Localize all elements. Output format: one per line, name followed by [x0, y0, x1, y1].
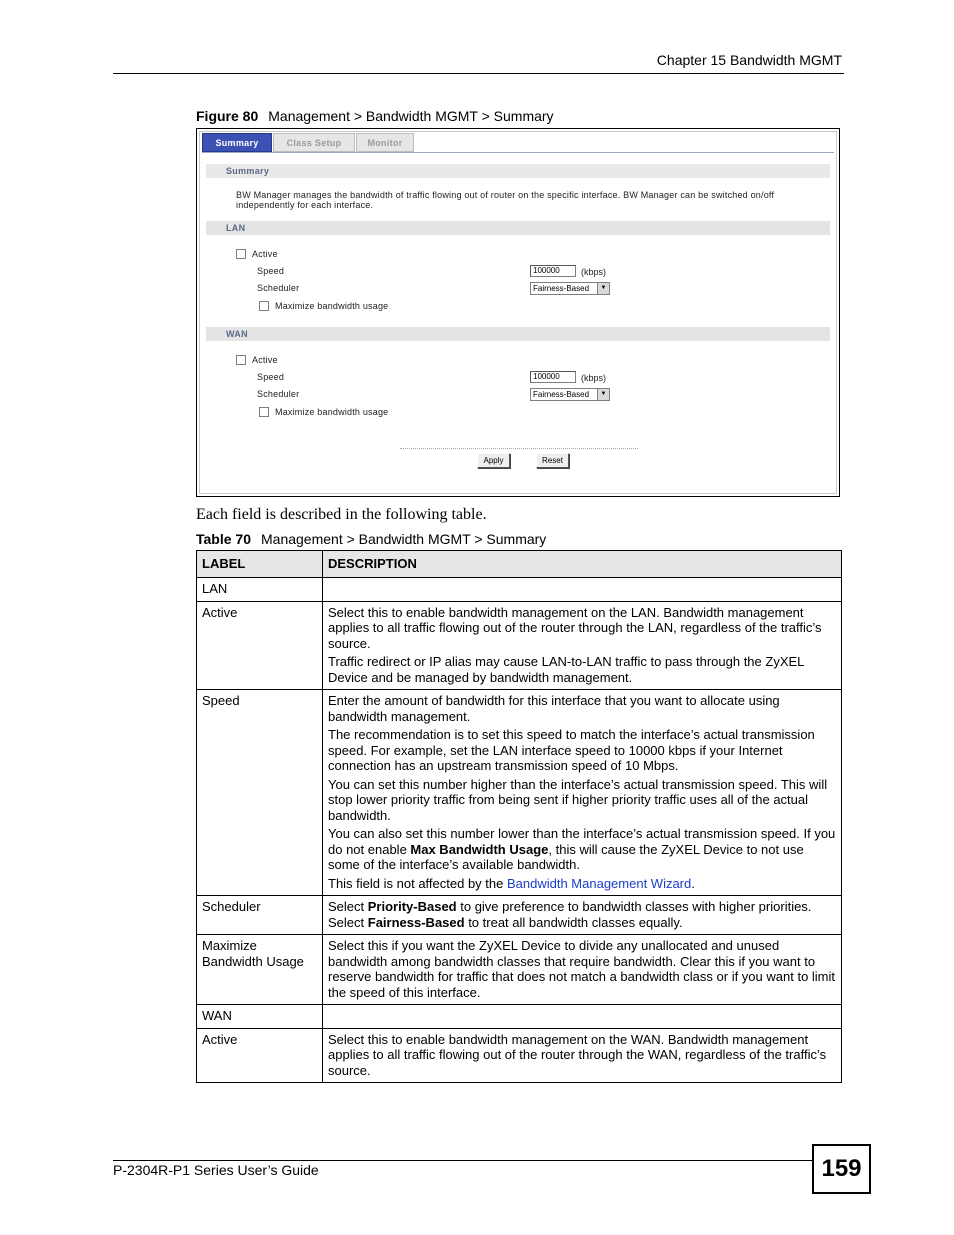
lan-scheduler-value: Fairness-Based: [533, 284, 590, 293]
tab-bar: [202, 133, 415, 152]
table-header-row: [197, 551, 842, 578]
text-run: This field is not affected by the: [328, 875, 507, 891]
reset-button[interactable]: Reset: [536, 453, 569, 468]
column-header-description: DESCRIPTION: [323, 551, 842, 578]
table-label: Table 70: [196, 531, 251, 547]
wizard-link[interactable]: Bandwidth Management Wizard: [506, 875, 692, 891]
wan-active-label: Active: [252, 355, 278, 365]
tab-underline: [202, 152, 834, 153]
row-label: Speed: [197, 690, 323, 896]
wan-speed-input[interactable]: 100000: [530, 371, 576, 383]
description-paragraph: Traffic redirect or IP alias may cause LAN-to-LAN traffic to pass through the ZyXEL Device and be managed by bandwidth management.: [328, 654, 804, 685]
wan-scheduler-label: Scheduler: [257, 389, 300, 399]
lan-speed-unit: (kbps): [581, 267, 607, 277]
lan-active-label: Active: [252, 249, 278, 259]
intro-text: Each field is described in the following table.: [196, 506, 487, 523]
tab-class-setup[interactable]: Class Setup: [273, 133, 355, 152]
description-paragraph: You can set this number higher than the interface’s actual transmission speed. This will stop lower priority traffic from being sent if higher priority traffic uses all of the actual bandwidth.: [328, 776, 828, 823]
row-description: [323, 1005, 842, 1029]
tab-summary[interactable]: Summary: [202, 133, 272, 152]
lan-active-checkbox[interactable]: [236, 249, 246, 259]
table-row: [197, 601, 842, 690]
row-description: [323, 601, 842, 690]
wan-active-checkbox[interactable]: [236, 355, 246, 365]
row-description: [323, 690, 842, 896]
wan-scheduler-value: Fairness-Based: [533, 390, 590, 399]
summary-text: BW Manager manages the bandwidth of traffic flowing out of router on the specific interface. BW Manager can be switched on/off independently for each interface.: [236, 190, 775, 210]
row-label: WAN: [197, 1005, 323, 1029]
field-description-table: [196, 550, 842, 1083]
description-paragraph: Enter the amount of bandwidth for this interface that you want to allocate using bandwidth management.: [328, 693, 780, 724]
row-description: [323, 896, 842, 935]
screenshot-panel: [199, 131, 837, 494]
chapter-header: Chapter 15 Bandwidth MGMT: [656, 52, 842, 68]
chevron-down-icon: ▼: [597, 389, 609, 400]
description-paragraph: [328, 876, 836, 892]
figure-title: Management > Bandwidth MGMT > Summary: [268, 108, 554, 124]
row-description: Select this if you want the ZyXEL Device to divide any unallocated and unused bandwidth among bandwidth classes that require bandwidth. Clear this if you want to reserve bandwidth for traffic that does not match a bandwidth class or if you want to limit the speed of this interface.: [323, 935, 842, 1005]
wan-maximize-checkbox[interactable]: [259, 407, 269, 417]
bold-term: Fairness-Based: [367, 914, 465, 930]
text-run: , this will cause the ZyXEL Device to not use some of the interface’s available bandwidth.: [328, 841, 804, 872]
bold-term: Max Bandwidth Usage: [410, 841, 549, 857]
text-run: .: [691, 875, 695, 891]
footer-rule: [113, 1160, 812, 1161]
table-row: [197, 935, 842, 1005]
lan-maximize-checkbox[interactable]: [259, 301, 269, 311]
row-label: Maximize Bandwidth Usage: [197, 935, 323, 1005]
lan-scheduler-label: Scheduler: [257, 283, 300, 293]
lan-maximize-label: Maximize bandwidth usage: [275, 301, 389, 311]
lan-scheduler-select[interactable]: [530, 282, 610, 295]
column-header-label: LABEL: [197, 551, 323, 578]
row-label: Active: [197, 601, 323, 690]
row-description: Select this to enable bandwidth management on the WAN. Bandwidth management applies to all traffic flowing out of the router through the WAN, regardless of the traffic’s source.: [323, 1028, 842, 1083]
description-paragraph: [328, 826, 836, 873]
row-label: Active: [197, 1028, 323, 1083]
table-caption: [196, 531, 546, 547]
table-row: [197, 578, 842, 602]
text-run: to give preference to bandwidth classes with higher priorities. Select: [328, 899, 812, 930]
table-row: [197, 1005, 842, 1029]
lan-speed-input[interactable]: 100000: [530, 265, 576, 277]
table-row: [197, 1028, 842, 1083]
wan-scheduler-select[interactable]: [530, 388, 610, 401]
text-run: Select: [328, 899, 368, 914]
apply-button[interactable]: Apply: [477, 453, 510, 468]
wan-section-title: WAN: [206, 327, 830, 341]
row-description: [323, 578, 842, 602]
wan-maximize-label: Maximize bandwidth usage: [275, 407, 389, 417]
button-divider: [400, 448, 638, 449]
chevron-down-icon: ▼: [597, 283, 609, 294]
lan-section-title: LAN: [206, 221, 830, 235]
tab-monitor[interactable]: Monitor: [356, 133, 414, 152]
bold-term: Priority-Based: [367, 899, 457, 914]
figure-caption: [196, 108, 554, 124]
lan-speed-label: Speed: [257, 266, 285, 276]
table-row: [197, 690, 842, 896]
row-label: Scheduler: [197, 896, 323, 935]
footer-guide-title: P-2304R-P1 Series User’s Guide: [113, 1162, 319, 1178]
screenshot-frame: [196, 128, 840, 497]
row-label: LAN: [197, 578, 323, 602]
text-run: to treat all bandwidth classes equally.: [464, 914, 683, 930]
table-row: [197, 896, 842, 935]
header-rule: [113, 73, 844, 74]
page-number: 159: [812, 1144, 871, 1194]
summary-heading: Summary: [206, 164, 830, 178]
wan-speed-unit: (kbps): [581, 373, 607, 383]
description-paragraph: Select this to enable bandwidth management on the LAN. Bandwidth management applies to all traffic flowing out of the router through the LAN, regardless of the traffic’s source.: [328, 604, 822, 651]
text-run: You can also set this number lower than the interface’s actual transmission speed. If you do not enable: [328, 826, 836, 857]
figure-label: Figure 80: [196, 108, 259, 124]
description-paragraph: The recommendation is to set this speed to match the interface’s actual transmission speed. For example, set the LAN interface speed to 10000 kbps if your Internet connection has an upstream transmission speed of 10 Mbps.: [328, 727, 815, 773]
wan-speed-label: Speed: [257, 372, 285, 382]
table-title: Management > Bandwidth MGMT > Summary: [261, 531, 547, 547]
